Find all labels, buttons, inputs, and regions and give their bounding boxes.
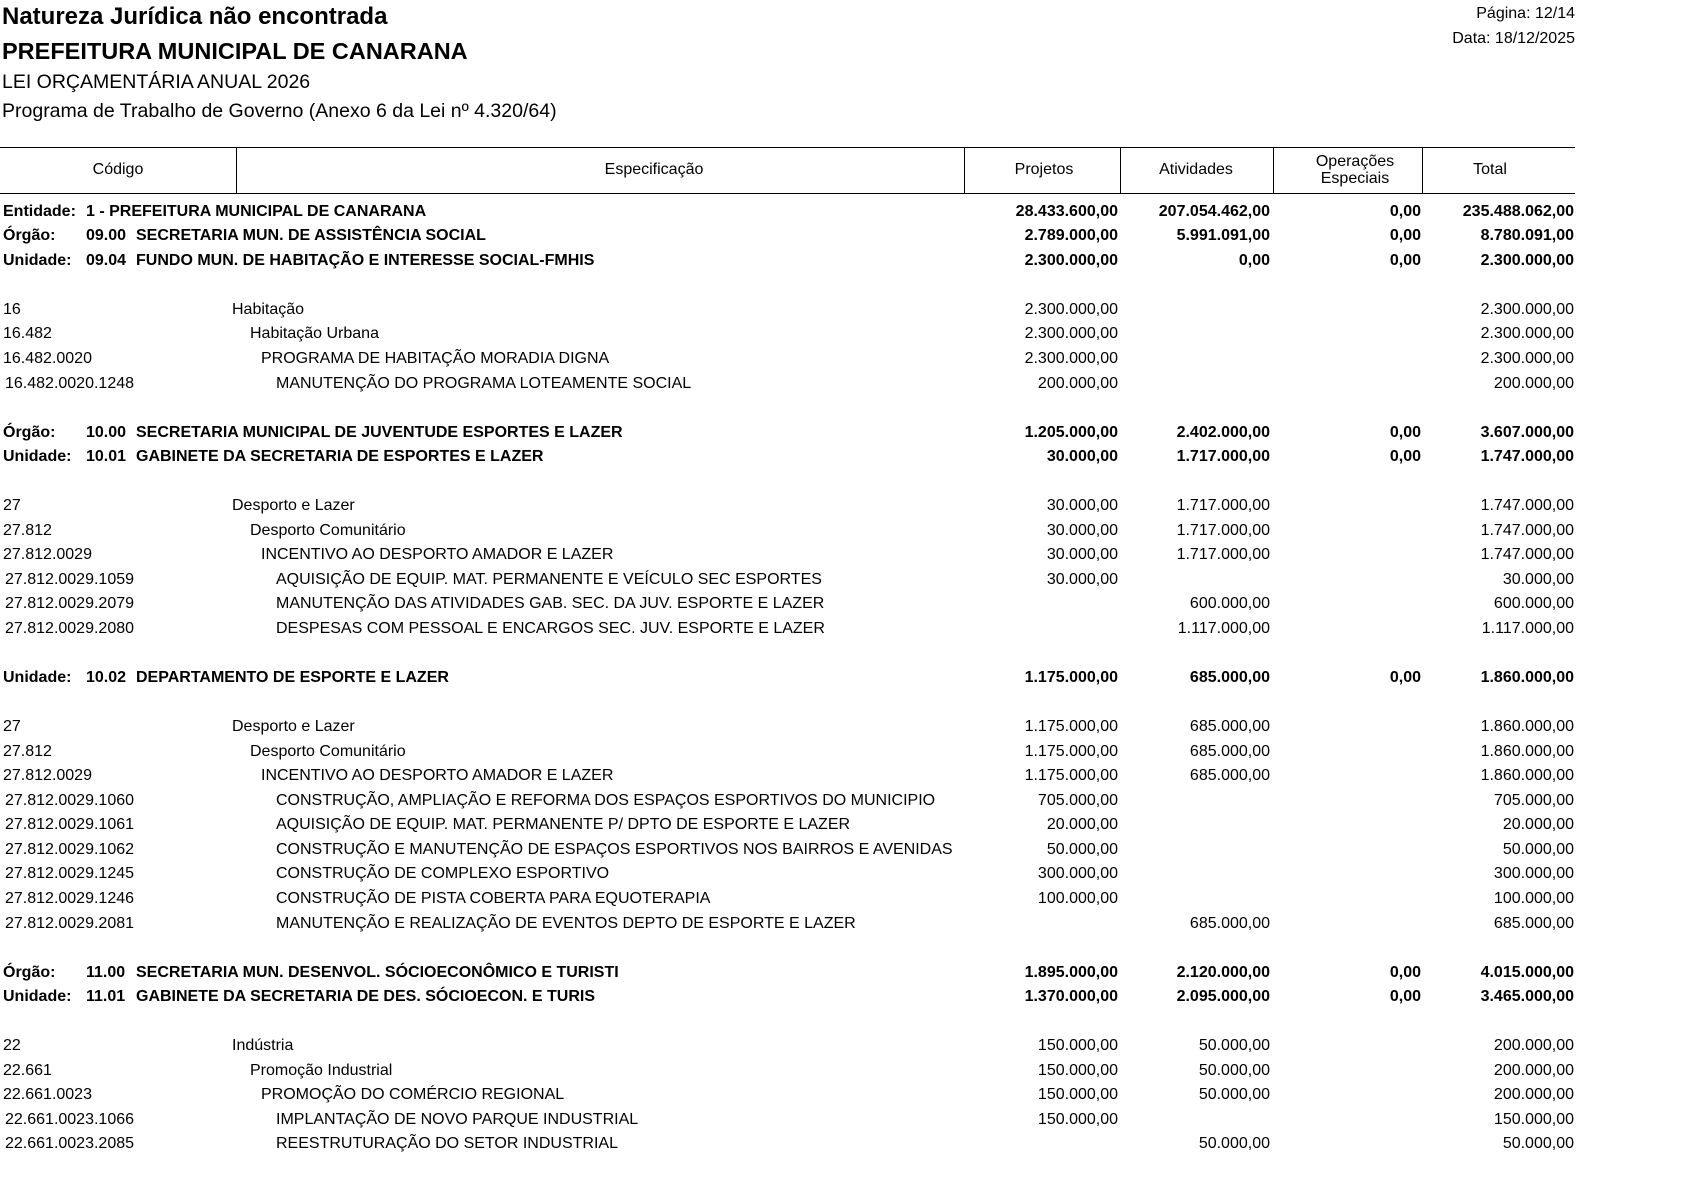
row-name: AQUISIÇÃO DE EQUIP. MAT. PERMANENTE E VEÍCULO SEC ESPORTES [276,570,822,588]
total-value: 1.747.000,00 [1480,521,1574,539]
projects-value: 1.895.000,00 [1024,963,1118,981]
column-header-activities: Atividades [1159,161,1233,178]
subfunction-row [0,322,1575,347]
projects-value: 1.175.000,00 [1024,742,1118,760]
action-row [0,1108,1575,1133]
activities-value: 1.117.000,00 [1177,619,1270,637]
organ-row [0,224,1575,249]
row-code: 16.482.0020.1248 [5,374,135,392]
total-value: 705.000,00 [1493,791,1574,809]
row-name: Desporto e Lazer [232,497,355,515]
total-value: 4.015.000,00 [1480,963,1574,981]
row-code: 27.812.0029.1246 [5,890,135,907]
row-name: FUNDO MUN. DE HABITAÇÃO E INTERESSE SOCIAL-FMHIS [136,251,595,269]
activities-value: 600.000,00 [1189,595,1270,613]
subfunction-row [0,740,1575,765]
column-header-total: Total [1473,161,1507,178]
row-code: 27.812.0029.1059 [5,570,135,588]
row-name: CONSTRUÇÃO E MANUTENÇÃO DE ESPAÇOS ESPORTIVOS NOS BAIRROS E AVENIDAS [276,840,953,858]
row-code: 11.00 [86,963,126,981]
total-value: 685.000,00 [1493,914,1574,932]
row-spacer [0,1010,1575,1035]
row-name: Indústria [232,1037,294,1055]
legal-nature-title: Natureza Jurídica não encontrada [2,3,388,30]
column-header-special-operations-line2: Especiais [1320,170,1390,187]
function-row [0,1034,1575,1059]
column-divider [236,148,237,193]
total-value: 200.000,00 [1493,1037,1574,1055]
projects-value: 30.000,00 [1046,448,1118,466]
special-operations-value: 0,00 [1389,448,1421,466]
activities-value: 0,00 [1238,251,1270,269]
row-code: 27.812.0029.2079 [5,595,135,613]
row-label: Unidade: [3,448,72,466]
total-value: 50.000,00 [1502,1135,1574,1153]
projects-value: 150.000,00 [1037,1037,1118,1055]
special-operations-value: 0,00 [1389,988,1421,1006]
total-value: 100.000,00 [1493,890,1574,907]
activities-value: 50.000,00 [1198,1037,1270,1055]
program-row [0,543,1575,568]
row-code: 27.812.0029.1060 [5,791,135,809]
row-label: Unidade: [3,251,72,269]
function-row [0,715,1575,740]
function-row [0,494,1575,519]
action-row [0,617,1575,642]
row-code: 27 [3,497,21,515]
row-name: PROGRAMA DE HABITAÇÃO MORADIA DIGNA [261,349,610,367]
row-code: 16 [3,300,21,318]
activities-value: 207.054.462,00 [1158,202,1270,220]
total-value: 1.747.000,00 [1480,448,1574,466]
projects-value: 150.000,00 [1037,1086,1118,1104]
activities-value: 1.717.000,00 [1176,448,1270,466]
activities-value: 2.120.000,00 [1176,963,1270,981]
row-name: CONSTRUÇÃO DE COMPLEXO ESPORTIVO [276,865,610,883]
municipality-name: PREFEITURA MUNICIPAL DE CANARANA [2,38,468,64]
row-code: 27.812.0029.1062 [5,840,135,858]
row-name: Habitação [232,300,305,318]
row-code: 09.00 [86,227,127,245]
projects-value: 1.370.000,00 [1024,988,1118,1006]
activities-value: 1.717.000,00 [1176,546,1270,564]
projects-value: 2.300.000,00 [1024,325,1118,343]
unit-row [0,445,1575,470]
special-operations-value: 0,00 [1389,202,1421,220]
row-label: Entidade: [3,202,76,220]
unit-row [0,249,1575,274]
special-operations-value: 0,00 [1389,423,1421,441]
row-code: 16.482 [3,325,52,343]
row-code: 11.01 [86,988,126,1006]
function-row [0,298,1575,323]
budget-law-title: LEI ORÇAMENTÁRIA ANUAL 2026 [2,71,311,93]
row-name: CONSTRUÇÃO DE PISTA COBERTA PARA EQUOTERAPIA [276,890,711,907]
row-name: SECRETARIA MUN. DE ASSISTÊNCIA SOCIAL [136,227,486,245]
total-value: 2.300.000,00 [1480,251,1574,269]
projects-value: 1.175.000,00 [1024,767,1118,785]
column-header-projects: Projetos [1014,161,1074,178]
program-row [0,764,1575,789]
row-name: INCENTIVO AO DESPORTO AMADOR E LAZER [261,546,614,564]
action-row [0,568,1575,593]
row-label: Órgão: [3,227,56,245]
row-code: 27.812.0029.2080 [5,619,135,637]
row-name: DESPESAS COM PESSOAL E ENCARGOS SEC. JUV. ESPORTE E LAZER [276,619,825,637]
row-name: DEPARTAMENTO DE ESPORTE E LAZER [136,669,449,687]
total-value: 150.000,00 [1493,1110,1574,1128]
table-body [0,200,1575,1157]
projects-value: 705.000,00 [1037,791,1118,809]
row-code: 27 [3,718,21,736]
total-value: 2.300.000,00 [1480,300,1574,318]
activities-value: 50.000,00 [1198,1061,1270,1079]
total-value: 2.300.000,00 [1480,325,1574,343]
row-name: MANUTENÇÃO E REALIZAÇÃO DE EVENTOS DEPTO DE ESPORTE E LAZER [276,914,856,932]
row-name: GABINETE DA SECRETARIA DE DES. SÓCIOECON. E TURIS [136,988,596,1006]
activities-value: 1.717.000,00 [1176,521,1270,539]
activities-value: 1.717.000,00 [1176,497,1270,515]
subfunction-row [0,1059,1575,1084]
total-value: 3.607.000,00 [1480,423,1574,441]
row-spacer [0,396,1575,421]
activities-value: 685.000,00 [1189,669,1270,687]
projects-value: 30.000,00 [1046,521,1118,539]
total-value: 3.465.000,00 [1480,988,1574,1006]
row-code: 27.812.0029 [3,767,92,785]
total-value: 200.000,00 [1493,1061,1574,1079]
row-spacer [0,470,1575,495]
row-name: SECRETARIA MUNICIPAL DE JUVENTUDE ESPORTES E LAZER [136,423,623,441]
activities-value: 2.402.000,00 [1176,423,1270,441]
row-name: INCENTIVO AO DESPORTO AMADOR E LAZER [261,767,614,785]
total-value: 1.117.000,00 [1481,619,1574,637]
total-value: 200.000,00 [1493,374,1574,392]
row-name: Desporto Comunitário [250,742,406,760]
action-row [0,789,1575,814]
row-name: IMPLANTAÇÃO DE NOVO PARQUE INDUSTRIAL [276,1110,639,1128]
total-value: 8.780.091,00 [1480,227,1574,245]
row-name: MANUTENÇÃO DO PROGRAMA LOTEAMENTE SOCIAL [276,374,692,392]
row-code: 22 [3,1037,21,1055]
projects-value: 1.175.000,00 [1024,669,1118,687]
table-header [0,147,1575,194]
action-row [0,838,1575,863]
activities-value: 685.000,00 [1189,914,1270,932]
projects-value: 300.000,00 [1037,865,1118,883]
row-label: Unidade: [3,669,72,687]
program-row [0,347,1575,372]
total-value: 20.000,00 [1502,816,1574,834]
projects-value: 150.000,00 [1037,1061,1118,1079]
row-label: Unidade: [3,988,72,1006]
projects-value: 50.000,00 [1046,840,1118,858]
row-name: Habitação Urbana [250,325,379,343]
row-code: 09.04 [86,251,127,269]
row-code: 10.02 [86,669,127,687]
total-value: 1.860.000,00 [1480,669,1574,687]
activities-value: 685.000,00 [1189,742,1270,760]
unit-row [0,985,1575,1010]
row-code: 22.661.0023.1066 [5,1110,135,1128]
total-value: 50.000,00 [1502,840,1574,858]
organ-row [0,421,1575,446]
row-code: 16.482.0020 [3,349,92,367]
action-row [0,813,1575,838]
activities-value: 2.095.000,00 [1176,988,1270,1006]
projects-value: 30.000,00 [1046,497,1118,515]
action-row [0,592,1575,617]
projects-value: 1.205.000,00 [1024,423,1118,441]
row-code: 27.812 [3,521,52,539]
unit-row [0,666,1575,691]
action-row [0,912,1575,937]
row-name: 1 - PREFEITURA MUNICIPAL DE CANARANA [86,202,427,220]
row-spacer [0,936,1575,961]
row-name: AQUISIÇÃO DE EQUIP. MAT. PERMANENTE P/ DPTO DE ESPORTE E LAZER [276,816,851,834]
row-code: 27.812.0029.2081 [5,914,135,932]
report-subtitle: Programa de Trabalho de Governo (Anexo 6 da Lei nº 4.320/64) [2,100,557,122]
row-code: 22.661.0023 [3,1086,92,1104]
action-row [0,862,1575,887]
activities-value: 50.000,00 [1198,1086,1270,1104]
projects-value: 2.789.000,00 [1024,227,1118,245]
row-label: Órgão: [3,423,56,441]
activities-value: 685.000,00 [1189,767,1270,785]
row-name: SECRETARIA MUN. DESENVOL. SÓCIOECONÔMICO E TURISTI [136,963,619,981]
row-code: 27.812.0029.1061 [5,816,135,834]
program-row [0,1083,1575,1108]
projects-value: 20.000,00 [1046,816,1118,834]
row-name: CONSTRUÇÃO, AMPLIAÇÃO E REFORMA DOS ESPAÇOS ESPORTIVOS DO MUNICIPIO [276,791,936,809]
page-number: Página: 12/14 [1476,5,1575,22]
projects-value: 30.000,00 [1046,546,1118,564]
row-name: Desporto e Lazer [232,718,355,736]
total-value: 2.300.000,00 [1480,349,1574,367]
action-row [0,1132,1575,1157]
projects-value: 1.175.000,00 [1024,718,1118,736]
row-name: Desporto Comunitário [250,521,406,539]
total-value: 200.000,00 [1493,1086,1574,1104]
column-header-code: Código [92,161,144,178]
row-code: 22.661.0023.2085 [5,1135,135,1153]
projects-value: 100.000,00 [1037,890,1118,907]
projects-value: 2.300.000,00 [1024,251,1118,269]
entity-row [0,200,1575,225]
projects-value: 30.000,00 [1046,570,1118,588]
projects-value: 200.000,00 [1037,374,1118,392]
action-row [0,372,1575,397]
row-code: 10.00 [86,423,127,441]
projects-value: 2.300.000,00 [1024,300,1118,318]
special-operations-value: 0,00 [1389,669,1421,687]
total-value: 1.860.000,00 [1480,718,1574,736]
row-name: Promoção Industrial [250,1061,393,1079]
activities-value: 5.991.091,00 [1176,227,1270,245]
organ-row [0,961,1575,986]
row-spacer [0,642,1575,667]
total-value: 600.000,00 [1493,595,1574,613]
projects-value: 28.433.600,00 [1015,202,1118,220]
projects-value: 150.000,00 [1037,1110,1118,1128]
column-header-specification: Especificação [604,161,704,178]
total-value: 30.000,00 [1502,570,1574,588]
row-code: 27.812 [3,742,52,760]
total-value: 235.488.062,00 [1462,202,1574,220]
row-code: 22.661 [3,1061,52,1079]
subfunction-row [0,519,1575,544]
special-operations-value: 0,00 [1389,963,1421,981]
row-code: 10.01 [86,448,127,466]
total-value: 1.860.000,00 [1480,742,1574,760]
special-operations-value: 0,00 [1389,227,1421,245]
total-value: 1.747.000,00 [1480,546,1574,564]
row-spacer [0,273,1575,298]
row-code: 27.812.0029 [3,546,92,564]
action-row [0,887,1575,912]
row-name: MANUTENÇÃO DAS ATIVIDADES GAB. SEC. DA JUV. ESPORTE E LAZER [276,595,825,613]
row-code: 27.812.0029.1245 [5,865,135,883]
total-value: 1.747.000,00 [1480,497,1574,515]
column-header-special-operations-line1: Operações [1315,153,1395,170]
row-name: PROMOÇÃO DO COMÉRCIO REGIONAL [261,1086,565,1104]
total-value: 300.000,00 [1493,865,1574,883]
special-operations-value: 0,00 [1389,251,1421,269]
row-spacer [0,691,1575,716]
row-name: REESTRUTURAÇÃO DO SETOR INDUSTRIAL [276,1135,618,1153]
projects-value: 2.300.000,00 [1024,349,1118,367]
row-name: GABINETE DA SECRETARIA DE ESPORTES E LAZER [136,448,544,466]
activities-value: 50.000,00 [1198,1135,1270,1153]
activities-value: 685.000,00 [1189,718,1270,736]
row-label: Órgão: [3,963,56,981]
report-date: Data: 18/12/2025 [1452,30,1575,47]
total-value: 1.860.000,00 [1480,767,1574,785]
